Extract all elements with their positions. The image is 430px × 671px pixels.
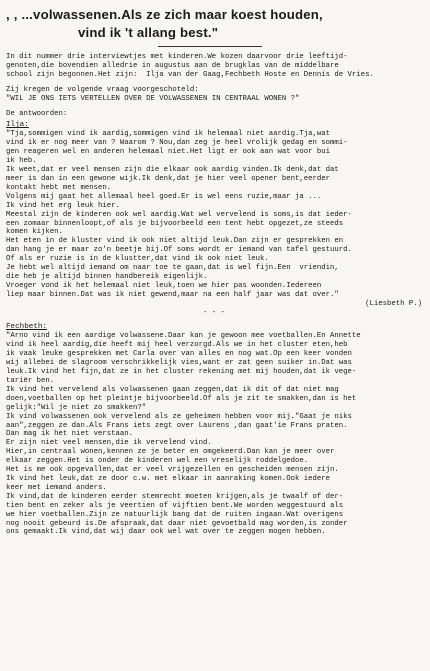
text-line: Ik vind het leuk,dat ze door c.w. met elkaar in aanraking komen.Ook iedere <box>6 474 331 483</box>
fechbeth-section <box>6 323 422 537</box>
text-line: aan",zeggen ze dan.Als Frans iets zegt over Laurens ,dan gaat'ie Frans praten. <box>6 421 348 430</box>
text-line: ons gemaakt.Ik vind,dat wij daar ook wel wat over te zeggen mogen hebben. <box>6 528 326 537</box>
text-line: Er zijn niet veel mensen,die ik vervelend vind. <box>6 439 212 448</box>
signature: (Liesbeth P.) <box>365 299 422 308</box>
intro-line: genoten,die bovendien alledrie in augustus aan de brugklas van de middelbare <box>6 61 339 70</box>
text-line: ik vaak leuke gesprekken met Carla over van alles en nog wat.Op een keer vonden <box>6 350 352 359</box>
ilja-answer <box>6 130 422 299</box>
text-line: Hier,in centraal wonen,kennen ze je beter en omgekeerd.Dan kan je meer over <box>6 448 335 457</box>
text-line: Of als er ruzie is in de klustter,dat vind ik ook niet leuk. <box>6 255 269 264</box>
text-line: keer met iemand anders. <box>6 483 107 492</box>
ilja-heading: Ilja: <box>6 121 29 130</box>
text-line: die heb je altijd binnen handbereik eigenlijk. <box>6 272 208 281</box>
text-line: nog nooit gebeurd is.De afspraak,dat daar niet gevoetbald mag worden,is zonder <box>6 519 348 528</box>
fechbeth-answer <box>6 332 422 537</box>
text-line: Dan mag ik het niet verstaan. <box>6 430 133 439</box>
text-line: we hier voetballen.Zijn ze natuurlijk bang dat de ruiten ingaan.Wat overigens <box>6 510 344 519</box>
question-paragraph <box>6 86 422 104</box>
answers-label: De antwoorden: <box>6 109 68 118</box>
text-line: dan hang je er maar zo'n beetje bij.Of soms wordt er iemand van tafel gestuurd. <box>6 246 352 255</box>
answers-paragraph <box>6 110 422 318</box>
text-line: Ik weet,dat er veel mensen zijn die elkaar ook aardig vinden.Ik denk,dat dat <box>6 166 339 175</box>
text-line: meer is dan in een gewone wijk.Ik denk,dat je hier veel opener bent,eerder <box>6 174 331 183</box>
text-line: tariër ben. <box>6 377 55 385</box>
text-line: Vroeger vond ik het helemaal niet leuk,toen we hier pas woonden.Iedereen <box>6 281 322 290</box>
intro-line: In dit nummer drie interviewtjes met kinderen.We kozen daarvoor drie leeftijd- <box>6 53 348 61</box>
text-line: liep maar binnen.Dat was ik niet gewend,maar na een half jaar was dat over." <box>6 290 339 299</box>
text-line: "Tja,sommigen vind ik aardig,sommigen vind ik helemaal niet aardig.Tja,wat <box>6 130 331 139</box>
text-line: gelijk:"Wil je niet zo smakken?" <box>6 403 147 412</box>
text-line: leuk.Ik vind het fijn,dat ze in het cluster rekening met mij houden,dat ik vege- <box>6 368 357 377</box>
text-line: Volgens mij gaat het allemaal heel goed.Er is wel eens ruzie,maar ja ... <box>6 192 322 201</box>
article-title-line-2: vind ik 't allang best." <box>78 25 219 40</box>
text-line: ik heb. <box>6 157 37 166</box>
text-line: Het eten in de kluster vind ik ook niet altijd leuk.Dan zijn er gesprekken en <box>6 237 344 246</box>
text-line: Het is me ook opgevallen,dat er veel vrijgezellen en gescheiden mensen zijn. <box>6 466 339 475</box>
text-line: elkaar zeggen.Het is onder de kinderen wel een vreselijk roddelgedoe. <box>6 457 309 466</box>
fechbeth-heading: Fechbeth: <box>6 323 48 332</box>
text-line: tien bent en zeker als je veertien of vijftien bent.We worden weggestuurd als <box>6 501 344 510</box>
text-line: doen,voetballen op het pleintje bijvoorbeeld.Of als je zit te smakken,dan is het <box>6 394 357 403</box>
intro-line: school zijn begonnen.Het zijn: Ilja van der Gaag,Fechbeth Hoste en Dennis de Vries. <box>6 70 374 79</box>
text-line: gen reageren wel en anderen helemaal niet.Het ligt er ook aan wat voor bui <box>6 148 331 157</box>
text-line: Ik vind het erg leuk hier. <box>6 201 120 210</box>
text-line: Meestal zijn de kinderen ook wel aardig.Wat wel vervelend is soms,is dat ieder- <box>6 210 352 219</box>
text-line: kontakt hebt met mensen. <box>6 183 112 192</box>
text-line: Ik vind volwassenen ook vervelend als ze geheimen hebben voor mij."Gaat je niks <box>6 412 352 421</box>
text-line: Ik vind het vervelend als volwassenen gaan zeggen,dat ik dit of dat niet mag <box>6 385 339 394</box>
separator: - - - <box>203 308 225 317</box>
text-line: een zomaar binnenloopt,of als je bijvoorbeeld een tent hebt opgezet,ze steeds <box>6 219 344 228</box>
text-line: komen kijken. <box>6 228 63 237</box>
title-underline <box>158 46 262 47</box>
text-line: vind ik heel aardig,die heeft mij heel verzorgd.Als we in het cluster eten,heb <box>6 341 348 350</box>
question-text: "WIL JE ONS IETS VERTELLEN OVER DE VOLWASSENEN IN CENTRAAL WONEN ?" <box>6 94 300 103</box>
text-line: Ik vind,dat de kinderen eerder stemrecht moeten krijgen,als je twaalf of der- <box>6 492 344 501</box>
question-intro: Zij kregen de volgende vraag voorgeschoteld: <box>6 85 199 94</box>
text-line: vind ik er nog meer van ? Waarom ? Nou,dan zeg je heel vrolijk gedag en sommi- <box>6 139 348 148</box>
text-line: "Arno vind ik een aardige volwassene.Daar kan je gewoon mee voetballen.En Annette <box>6 332 361 341</box>
text-line: Je hebt wel altijd iemand om naar toe te gaan,dat is wel fijn.Een vriendin, <box>6 264 339 273</box>
intro-paragraph <box>6 53 422 80</box>
text-line: wij allebei de slagroom verschrikkelijk vies,want er zat geen suiker in.Dat was <box>6 359 352 368</box>
article-title-line-1: , , ...volwassenen.Als ze zich maar koest houden, <box>6 7 323 22</box>
